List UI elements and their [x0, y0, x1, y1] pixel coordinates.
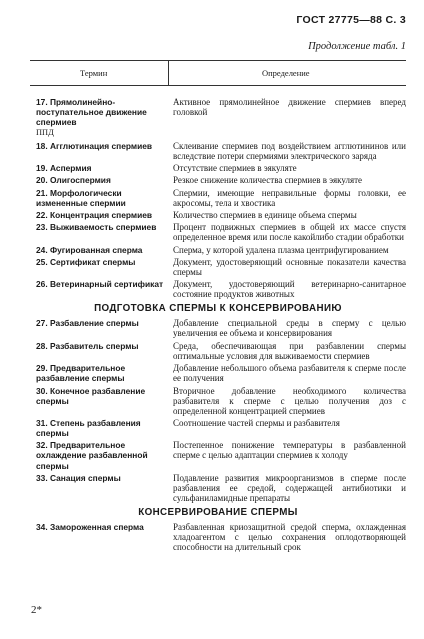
definition-cell: Среда, обеспечивающая при разбавлении спермы оптимальные условия для выживаемости спермиев: [173, 340, 406, 361]
term-text: 29. Предварительное разбавление спермы: [36, 363, 126, 384]
column-divider: [168, 60, 169, 85]
header-bottom-rule: [30, 85, 406, 86]
term-text: 18. Агглютинация спермиев: [36, 140, 153, 151]
definition-cell: Добавление небольшого объема разбавителя к сперме после ее получения: [173, 363, 406, 384]
term-text: 24. Фугированная сперма: [36, 244, 143, 255]
table-row: [30, 473, 406, 503]
term-text: 21. Морфологически измененные спермии: [36, 187, 126, 208]
definition-cell: Разбавленная криозащитной средой сперма, охлажденная хладоагентом с целью сохранения оплодотворяющей способности на длительный срок: [173, 522, 406, 553]
table-row: [30, 163, 406, 173]
term-text: 31. Степень разбавления спермы: [36, 417, 141, 439]
definition-cell: Постепенное понижение температуры в разбавленной сперме с целью адаптации спермиев к холоду: [173, 440, 406, 461]
definition-cell: Документ, удостоверяющий основные показатели качества спермы: [173, 256, 406, 277]
table-row: [30, 222, 406, 242]
term-text: 32. Предварительное охлаждение разбавленной спермы: [36, 440, 148, 471]
rows-group-b: [30, 318, 406, 503]
term-cell: [30, 440, 173, 470]
term-cell: [30, 363, 173, 383]
page-header: ГОСТ 27775—88 С. 3: [296, 14, 406, 26]
term-text: 23. Выживаемость спермиев: [36, 222, 157, 233]
term-text: 34. Замороженная сперма: [36, 522, 144, 533]
definition-cell: Количество спермиев в единице объема спермы: [173, 209, 357, 220]
section-heading-preservation: КОНСЕРВИРОВАНИЕ СПЕРМЫ: [138, 507, 298, 519]
rows-group-a: [30, 97, 406, 299]
table-row: [30, 418, 406, 438]
table-row: [30, 386, 406, 416]
definition-cell: Отсутствие спермиев в эякуляте: [173, 162, 297, 173]
page-footer-mark: 2*: [31, 604, 42, 616]
definition-cell: Вторичное добавление необходимого количества разбавителя к сперме с целью получения доз с определенной концентрацией спермиев: [173, 385, 406, 416]
term-cell: [30, 473, 173, 503]
table-row: [30, 175, 406, 185]
table-row: [30, 440, 406, 470]
table-top-rule: [30, 60, 406, 61]
term-text: 17. Прямолинейно-поступательное движение спермиев: [36, 97, 147, 128]
term-cell: [30, 163, 173, 173]
table-row: [30, 245, 406, 255]
term-cell: [30, 210, 173, 220]
definition-cell: Подавление развития микроорганизмов в сперме после разбавления ее средой, содержащей антибиотики и сульфаниламидные препараты: [173, 472, 406, 503]
table-row: [30, 141, 406, 161]
term-text: 27. Разбавление спермы: [36, 318, 139, 329]
term-text: 20. Олигоспермия: [36, 175, 111, 186]
column-header-term: Термин: [80, 68, 108, 78]
rows-group-c: [30, 522, 406, 552]
term-text: 19. Аспермия: [36, 162, 92, 173]
term-text: 25. Сертификат спермы: [36, 256, 136, 267]
definition-cell: Спермии, имеющие неправильные формы головки, ее акросомы, тела и хвостика: [173, 187, 406, 208]
term-cell: [30, 141, 173, 161]
term-cell: [30, 522, 173, 552]
term-cell: [30, 257, 173, 277]
table-row: [30, 363, 406, 383]
term-text: 22. Концентрация спермиев: [36, 209, 153, 220]
term-cell: [30, 418, 173, 438]
definition-cell: Склеивание спермиев под воздействием агглютининов или вследствие потери спермиями электрического заряда: [173, 140, 406, 161]
table-row: [30, 318, 406, 338]
term-abbreviation: ППД: [36, 128, 54, 138]
term-text: 26. Ветеринарный сертификат: [36, 279, 164, 290]
table-row: [30, 188, 406, 208]
column-header-definition: Определение: [262, 68, 310, 78]
term-cell: [30, 341, 173, 361]
table-continuation-label: Продолжение табл. 1: [308, 41, 406, 52]
term-cell: [30, 279, 173, 299]
term-text: 33. Санация спермы: [36, 472, 121, 483]
definition-cell: Резкое снижение количества спермиев в эякуляте: [173, 175, 363, 186]
definition-cell: Сперма, у которой удалена плазма центрифугированием: [173, 244, 389, 255]
term-text: 30. Конечное разбавление спермы: [36, 385, 146, 406]
definition-cell: Активное прямолинейное движение спермиев вперед головкой: [173, 97, 406, 118]
term-cell: [30, 175, 173, 185]
table-row: [30, 97, 406, 138]
term-cell: [30, 386, 173, 416]
table-row: [30, 341, 406, 361]
table-row: [30, 279, 406, 299]
definition-cell: Добавление специальной среды в сперму с целью увеличения ее объема и консервирования: [173, 318, 406, 339]
section-heading-preparation: ПОДГОТОВКА СПЕРМЫ К КОНСЕРВИРОВАНИЮ: [94, 303, 342, 315]
term-text: 28. Разбавитель спермы: [36, 340, 139, 351]
term-table: [30, 97, 406, 555]
definition-cell: Процент подвижных спермиев в общей их массе спустя определенное время или после какойлибо стадии обработки: [173, 222, 406, 243]
definition-cell: Документ, удостоверяющий ветеринарно-санитарное состояние продуктов животных: [173, 279, 406, 300]
definition-cell: Соотношение частей спермы и разбавителя: [173, 417, 340, 428]
term-cell: [30, 222, 173, 242]
term-cell: [30, 97, 173, 138]
table-row: [30, 522, 406, 552]
term-cell: [30, 318, 173, 338]
table-row: [30, 257, 406, 277]
table-row: [30, 210, 406, 220]
term-cell: [30, 245, 173, 255]
term-cell: [30, 188, 173, 208]
